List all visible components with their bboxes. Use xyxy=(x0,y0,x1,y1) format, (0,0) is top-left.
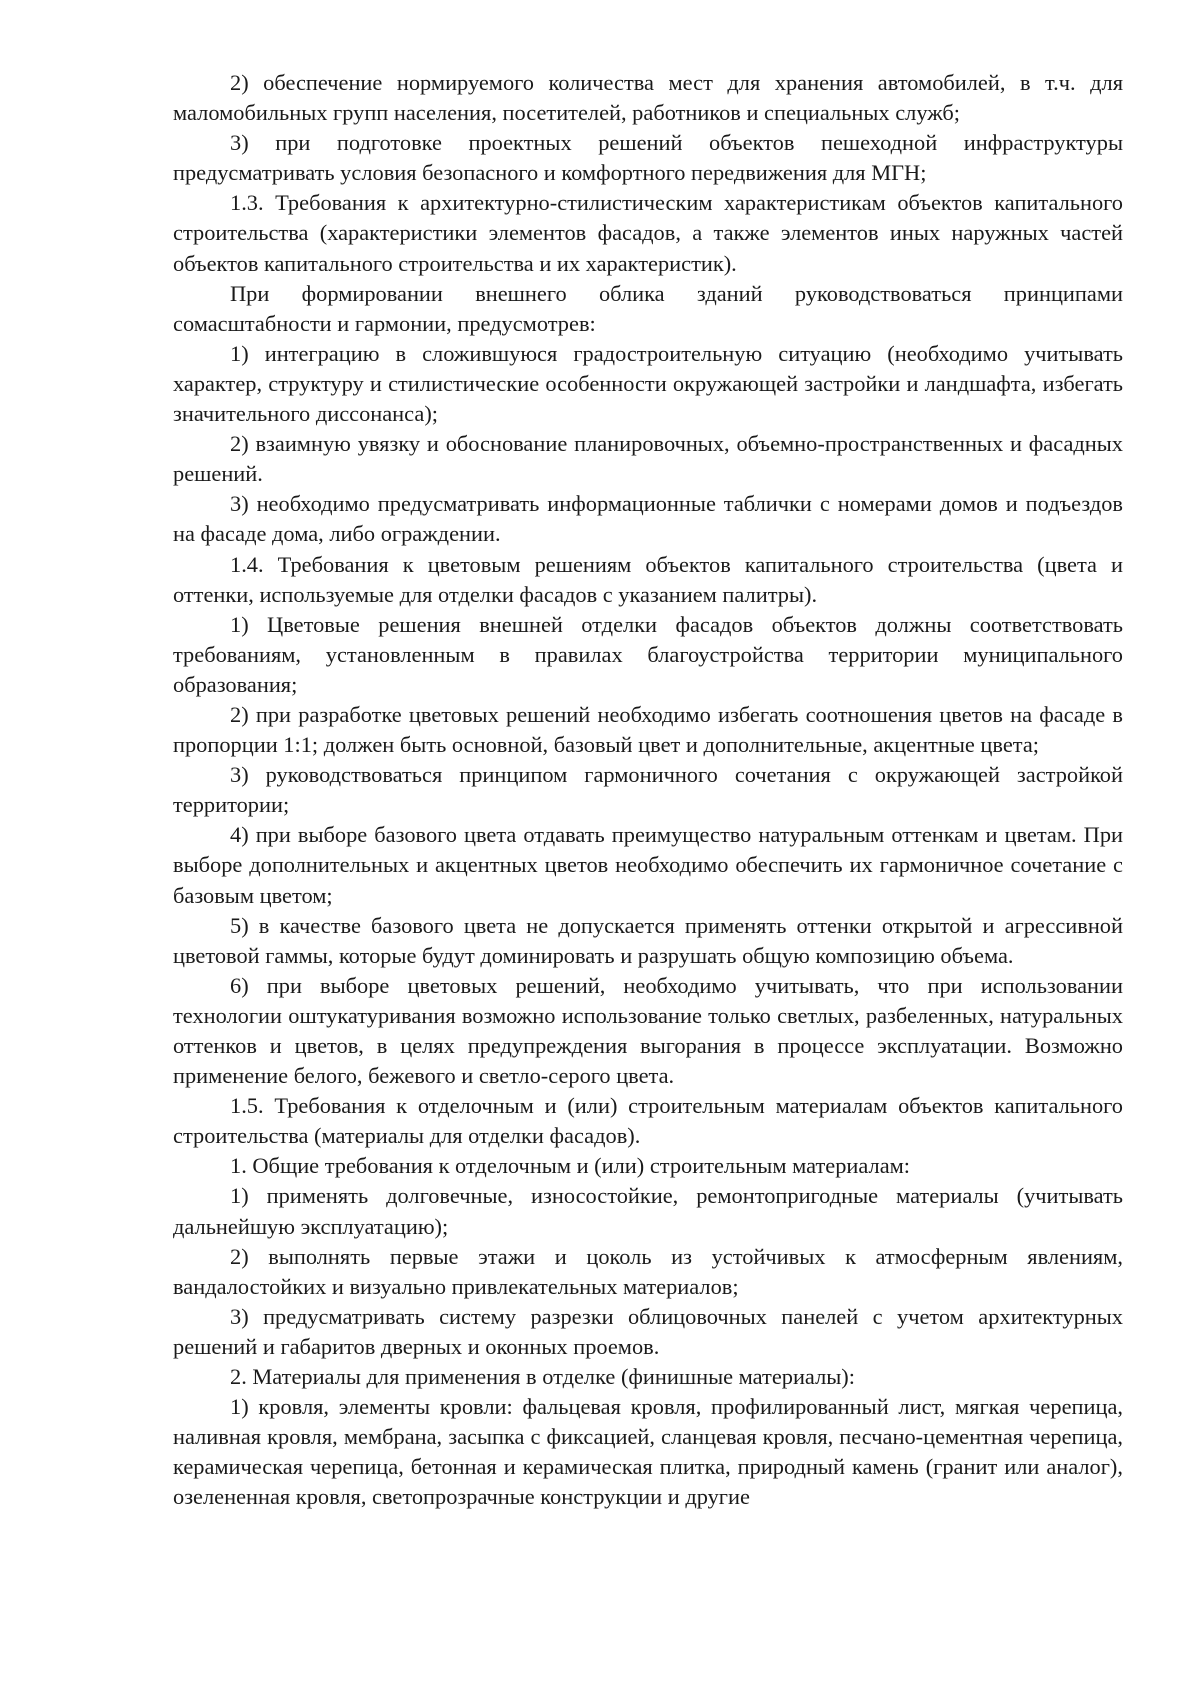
paragraph-mutual-linkage: 2) взаимную увязку и обоснование планировочных, объемно-пространственных и фасадных решений. xyxy=(173,431,1123,487)
paragraph-base-color-choice: 4) при выборе базового цвета отдавать преимущество натуральным оттенкам и цветам. При выборе дополнительных и акцентных цветов необходимо обеспечить их гармоничное сочетание с базовым цветом; xyxy=(173,822,1123,908)
paragraph-base-color-restriction: 5) в качестве базового цвета не допускается применять оттенки открытой и агрессивной цветовой гаммы, которые будут доминировать и разрушать общую композицию объема. xyxy=(173,912,1123,968)
paragraph-section-1-5: 1.5. Требования к отделочным и (или) строительным материалам объектов капитального строительства (материалы для отделки фасадов). xyxy=(173,1093,1123,1149)
paragraph-parking-places: 2) обеспечение нормируемого количества мест для хранения автомобилей, в т.ч. для маломобильных групп населения, посетителей, работников и специальных служб; xyxy=(173,70,1123,126)
paragraph-ground-floors: 2) выполнять первые этажи и цоколь из устойчивых к атмосферным явлениям, вандалостойких и визуально привлекательных материалов; xyxy=(173,1243,1123,1299)
paragraph-exterior-principles: При формировании внешнего облика зданий руководствоваться принципами сомасштабности и гармонии, предусмотрев: xyxy=(173,280,1123,336)
paragraph-durable-materials: 1) применять долговечные, износостойкие, ремонтопригодные материалы (учитывать дальнейшую эксплуатацию); xyxy=(173,1183,1123,1239)
paragraph-panel-layout: 3) предусматривать систему разрезки облицовочных панелей с учетом архитектурных решений и габаритов дверных и оконных проемов. xyxy=(173,1303,1123,1359)
paragraph-general-requirements: 1. Общие требования к отделочным и (или) строительным материалам: xyxy=(230,1153,911,1179)
paragraph-pedestrian-infrastructure: 3) при подготовке проектных решений объектов пешеходной инфраструктуры предусматривать условия безопасного и комфортного передвижения для МГН; xyxy=(173,130,1123,186)
paragraph-harmonious-combination: 3) руководствоваться принципом гармоничного сочетания с окружающей застройкой территории; xyxy=(173,762,1123,818)
paragraph-finish-materials: 2. Материалы для применения в отделке (финишные материалы): xyxy=(230,1364,855,1390)
paragraph-color-compliance: 1) Цветовые решения внешней отделки фасадов объектов должны соответствовать требованиям, установленным в правилах благоустройства территории муниципального образования; xyxy=(173,611,1123,697)
paragraph-section-1-4: 1.4. Требования к цветовым решениям объектов капитального строительства (цвета и оттенки, используемые для отделки фасадов с указанием палитры). xyxy=(173,551,1123,607)
paragraph-info-plates: 3) необходимо предусматривать информационные таблички с номерами домов и подъездов на фасаде дома, либо ограждении. xyxy=(173,491,1123,547)
paragraph-roofing: 1) кровля, элементы кровли: фальцевая кровля, профилированный лист, мягкая черепица, наливная кровля, мембрана, засыпка с фиксацией, сланцевая кровля, песчано-цементная черепица, керамическая черепица, бетонная и керамическая плитка, природный камень (гранит или аналог), озелененная кровля, светопрозрачные конструкции и другие xyxy=(173,1394,1123,1510)
paragraph-color-ratio: 2) при разработке цветовых решений необходимо избегать соотношения цветов на фасаде в пропорции 1:1; должен быть основной, базовый цвет и дополнительные, акцентные цвета; xyxy=(173,701,1123,758)
paragraph-integration: 1) интеграцию в сложившуюся градостроительную ситуацию (необходимо учитывать характер, структуру и стилистические особенности окружающей застройки и ландшафта, избегать значительного диссонанса); xyxy=(173,340,1123,427)
paragraph-plaster-colors: 6) при выборе цветовых решений, необходимо учитывать, что при использовании технологии оштукатуривания возможно использование только светлых, разбеленных, натуральных оттенков и цветов, в целях предупреждения выгорания в процессе эксплуатации. Возможно применение белого, бежевого и светло-серого цвета. xyxy=(173,972,1123,1089)
document-page xyxy=(173,68,1123,1513)
paragraph-section-1-3: 1.3. Требования к архитектурно-стилистическим характеристикам объектов капитального строительства (характеристики элементов фасадов, а также элементов иных наружных частей объектов капитального строительства и их характеристик). xyxy=(173,190,1123,276)
